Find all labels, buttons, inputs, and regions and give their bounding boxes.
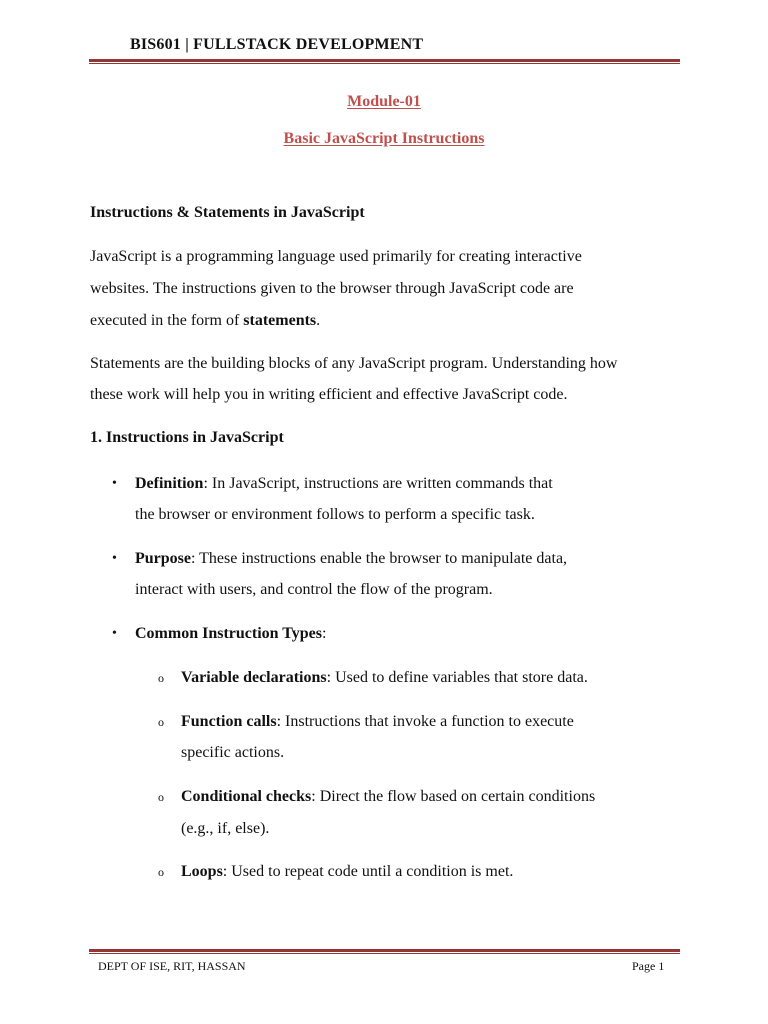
bullet-glyph: •: [112, 626, 117, 641]
intro-line-3-pre: executed in the form of: [90, 312, 244, 329]
topic-heading: Basic JavaScript Instructions: [283, 130, 485, 147]
sub-bullet-glyph: o: [158, 865, 164, 879]
statements-line-2: these work will help you in writing efficient and effective JavaScript code.: [90, 386, 568, 403]
functions-text: : Instructions that invoke a function to execute: [276, 713, 574, 730]
loops-term: Loops: [181, 863, 223, 880]
document-header-title: BIS601 | FULLSTACK DEVELOPMENT: [130, 36, 424, 53]
bullet-definition-line-1: [135, 468, 553, 500]
conditionals-text: : Direct the flow based on certain conditions: [311, 788, 596, 805]
types-suffix: :: [321, 625, 327, 642]
bullet-glyph: •: [112, 551, 117, 566]
bullet-definition-line-2: the browser or environment follows to perform a specific task.: [135, 506, 535, 523]
sub-bullet-glyph: o: [158, 715, 164, 729]
subsection-title: 1. Instructions in JavaScript: [90, 429, 284, 446]
intro-line-3: [90, 305, 320, 337]
header-rule: [89, 59, 680, 64]
sub-bullet-conditionals-line-1: [181, 781, 595, 813]
sub-bullet-conditionals-line-2: (e.g., if, else).: [181, 820, 270, 837]
conditionals-term: Conditional checks: [181, 788, 312, 805]
functions-term: Function calls: [181, 713, 277, 730]
section-title: Instructions & Statements in JavaScript: [90, 204, 365, 221]
bullet-glyph: •: [112, 476, 117, 491]
definition-term: Definition: [135, 475, 204, 492]
intro-line-3-post: .: [316, 312, 321, 329]
sub-bullet-functions-line-1: [181, 706, 574, 738]
footer-rule: [89, 949, 680, 954]
sub-bullet-variables: [181, 662, 588, 694]
intro-line-2: websites. The instructions given to the browser through JavaScript code are: [90, 280, 574, 297]
purpose-term: Purpose: [135, 550, 191, 567]
intro-line-1: JavaScript is a programming language used primarily for creating interactive: [90, 248, 582, 265]
variables-text: : Used to define variables that store data.: [326, 669, 588, 686]
loops-text: : Used to repeat code until a condition is met.: [222, 863, 514, 880]
bullet-purpose-line-2: interact with users, and control the flow of the program.: [135, 581, 493, 598]
variables-term: Variable declarations: [181, 669, 327, 686]
types-term: Common Instruction Types: [135, 625, 322, 642]
sub-bullet-functions-line-2: specific actions.: [181, 744, 285, 761]
bullet-purpose-line-1: [135, 543, 567, 575]
bullet-types: [135, 618, 326, 650]
sub-bullet-loops: [181, 856, 513, 888]
definition-text: : In JavaScript, instructions are written commands that: [203, 475, 553, 492]
module-heading: Module-01: [347, 93, 421, 110]
intro-statements-term: statements: [243, 312, 317, 329]
sub-bullet-glyph: o: [158, 790, 164, 804]
purpose-text: : These instructions enable the browser to manipulate data,: [191, 550, 568, 567]
statements-line-1: Statements are the building blocks of any JavaScript program. Understanding how: [90, 355, 618, 372]
sub-bullet-glyph: o: [158, 671, 164, 685]
footer-page-number: Page 1: [632, 959, 665, 973]
footer-department: DEPT OF ISE, RIT, HASSAN: [98, 959, 246, 973]
